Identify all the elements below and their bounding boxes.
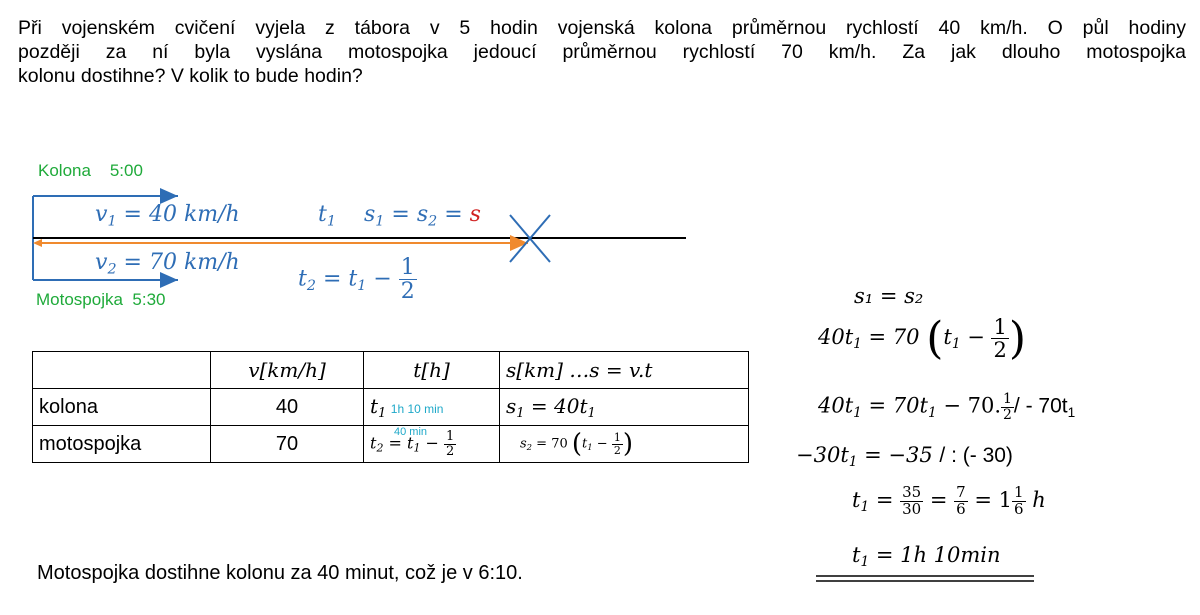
s-eq-mid: = s <box>384 202 429 227</box>
eq5-n2: 7 <box>956 483 966 501</box>
eq2-mid: = 70 <box>861 325 927 349</box>
row-motospojka-s <box>500 426 749 463</box>
row-motospojka-name: motospojka <box>33 426 211 463</box>
eq2-fraction <box>991 316 1008 361</box>
t2-symbol: t <box>298 266 307 292</box>
problem-line-1: Při vojenském cvičení vyjela z tábora v 5 hodin vojenská kolona průměrnou rychlostí 40 km/h. O půl hodiny <box>18 17 1186 39</box>
row-kolona-s-rest: = 40t <box>524 393 588 418</box>
eq5-frac-2 <box>954 485 968 518</box>
eq3-mid: = 70t <box>861 393 928 418</box>
eq2-paren-close: ) <box>1008 313 1027 364</box>
eq2-paren-open: ( <box>926 313 944 364</box>
answer-text: Motospojka dostihne kolonu za 40 minut, což je v 6:10. <box>37 562 523 584</box>
t2-half-fraction <box>399 256 417 303</box>
row-kolona-t-sub: 1 <box>378 405 387 421</box>
motospojka-label-text: Motospojka <box>36 290 123 309</box>
equation-5 <box>852 485 1046 518</box>
eq3-fraction <box>1001 392 1014 422</box>
eq3-rest: − 70. <box>936 393 1001 418</box>
row-motospojka-t-minus: − <box>420 433 445 453</box>
eq2-left: 40t <box>818 325 854 349</box>
eq2-den: 2 <box>993 338 1007 362</box>
paren-open: ( <box>571 429 583 459</box>
row-kolona-s <box>500 389 749 426</box>
eq4-left: −30t <box>796 443 849 467</box>
table-row <box>33 389 749 426</box>
row-motospojka-t-frac-num: 1 <box>446 428 455 444</box>
t1-symbol: t <box>318 202 327 227</box>
row-motospojka-t-frac-den: 2 <box>446 443 455 459</box>
eq6-sub: 1 <box>860 554 870 571</box>
eq5-frac-3 <box>1012 485 1026 518</box>
eq5-whole: 1 <box>998 487 1013 512</box>
eq5-d2: 6 <box>956 499 966 518</box>
row-motospojka-t-rest: = t <box>383 433 414 453</box>
eq2-inner: t <box>943 325 952 349</box>
equation-1: s₁ = s₂ <box>854 284 924 308</box>
eq3-op: / - 70t <box>1013 394 1068 418</box>
eq3-op-sub: 1 <box>1067 404 1076 420</box>
row-kolona-s-sub: 1 <box>516 405 525 421</box>
v1-sub: 1 <box>107 213 117 230</box>
v1-label <box>95 202 240 229</box>
row-kolona-t-note: 1h 10 min <box>390 401 444 416</box>
row-motospojka-s-sub: 2 <box>526 442 533 453</box>
t1-label <box>318 202 336 229</box>
t2-mid: = t <box>315 266 358 292</box>
eq5-n3: 1 <box>1014 483 1024 501</box>
eq2-sub: 1 <box>853 336 862 353</box>
problem-line-2: později za ní byla vyslána motospojka jedoucí průměrnou rychlostí 70 km/h. Za jak dlouho motospojka <box>18 41 1186 63</box>
row-motospojka-t <box>364 426 500 463</box>
row-motospojka-t-sub: 2 <box>376 441 384 455</box>
table-header-empty <box>33 352 211 389</box>
data-table <box>32 351 749 463</box>
eq4-op: / : (- 30) <box>939 444 1013 467</box>
orange-left-head <box>33 239 42 247</box>
kolona-time: 5:00 <box>109 161 143 180</box>
s1-symbol: s <box>364 202 376 227</box>
row-motospojka-s-frac-den: 2 <box>613 443 621 457</box>
row-motospojka-t-symbol: t <box>370 433 377 453</box>
table-header-v: v[km/h] <box>211 352 364 389</box>
v2-sub: 2 <box>107 261 117 278</box>
row-motospojka-t-fraction <box>444 430 456 458</box>
equation-2 <box>818 313 1026 364</box>
eq3-sub: 1 <box>853 404 862 421</box>
t2-minus: − <box>366 266 399 292</box>
row-motospojka-s-inner: t <box>582 436 588 452</box>
table-header-s: s[km] …s = v.t <box>500 352 749 389</box>
eq5-n1: 35 <box>902 483 922 501</box>
row-kolona-s-rest-sub: 1 <box>587 405 596 421</box>
row-kolona-t-symbol: t <box>370 393 379 418</box>
eq5-d3: 6 <box>1014 499 1024 518</box>
eq4-sub: 1 <box>848 454 858 471</box>
row-motospojka-s-inner-sub: 1 <box>587 442 593 453</box>
row-kolona-t <box>364 389 500 426</box>
t2-half-num: 1 <box>400 255 415 280</box>
kolona-label-text: Kolona <box>38 161 91 180</box>
eq6-rest: = 1h 10min <box>869 543 1001 567</box>
paren-close: ) <box>622 429 633 459</box>
t1-sub: 1 <box>326 213 336 230</box>
s-red: s <box>469 202 481 227</box>
eq2-minus: − <box>960 325 992 349</box>
eq2-inner-sub: 1 <box>951 336 961 353</box>
eq6-left: t <box>852 543 861 567</box>
v1-symbol: v <box>95 202 108 227</box>
problem-line-3: kolonu dostihne? V kolik to bude hodin? <box>18 65 363 87</box>
row-kolona-name: kolona <box>33 389 211 426</box>
row-motospojka-t-rest-sub: 1 <box>413 441 421 455</box>
row-motospojka-s-symbol: s <box>520 436 527 452</box>
eq5-eq-3: = <box>967 487 999 512</box>
eq2-num: 1 <box>993 314 1007 339</box>
eq5-eq-2: = <box>923 487 955 512</box>
eq3-den: 2 <box>1003 406 1012 423</box>
equation-4 <box>796 443 1013 470</box>
eq5-d1: 30 <box>902 499 922 518</box>
row-kolona-v: 40 <box>211 389 364 426</box>
s-equality-label <box>364 202 481 229</box>
equation-6-result <box>852 543 1001 570</box>
table-header-t: t[h] <box>364 352 500 389</box>
s1-sub: 1 <box>375 213 385 230</box>
eq5-left: t <box>852 487 861 512</box>
table-row <box>33 426 749 463</box>
motospojka-time: 5:30 <box>132 290 166 309</box>
row-motospojka-s-fraction <box>612 432 623 456</box>
eq3-left: 40t <box>818 393 854 418</box>
eq4-mid: = −35 <box>857 443 940 467</box>
row-motospojka-s-rest: = 70 <box>532 436 572 452</box>
v2-symbol: v <box>95 250 108 275</box>
row-motospojka-s-frac-num: 1 <box>613 430 621 444</box>
row-motospojka-s-inner-minus: − <box>592 436 612 452</box>
eq3-sub2: 1 <box>927 404 937 421</box>
equation-3 <box>818 392 1075 422</box>
s-eq-end: = <box>437 202 470 227</box>
t2-half-den: 2 <box>400 279 415 305</box>
row-motospojka-v: 70 <box>211 426 364 463</box>
v1-value: = 40 km/h <box>116 202 240 227</box>
eq5-unit: h <box>1025 487 1046 512</box>
eq5-frac-1 <box>900 485 923 518</box>
row-motospojka-t-note: 40 min <box>394 426 428 438</box>
kolona-label <box>38 161 143 181</box>
eq3-num: 1 <box>1003 391 1012 407</box>
motospojka-label <box>36 290 165 310</box>
eq5-sub: 1 <box>860 498 870 515</box>
v2-label <box>95 250 240 277</box>
v2-value: = 70 km/h <box>116 250 240 275</box>
eq5-eq-1: = <box>869 487 901 512</box>
t2-label <box>298 256 417 303</box>
t2-sub: 2 <box>306 277 316 294</box>
s2-sub: 2 <box>428 213 438 230</box>
t2-sub2: 1 <box>357 277 367 294</box>
table-header-row <box>33 352 749 389</box>
row-kolona-s-symbol: s <box>506 393 517 418</box>
